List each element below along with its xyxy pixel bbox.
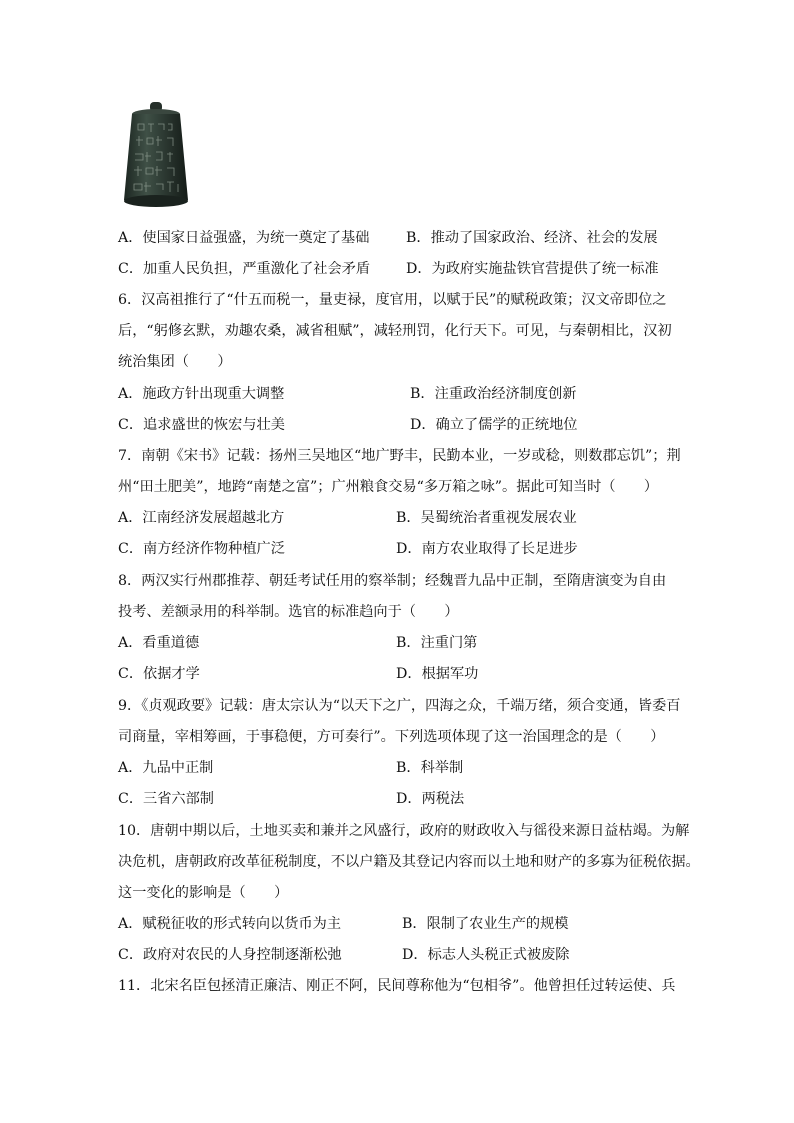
q9-option-c[interactable]: C．三省六部制 xyxy=(118,791,214,807)
q9-option-row-2 xyxy=(118,789,678,809)
q8-option-c[interactable]: C．依据才学 xyxy=(118,666,200,682)
q6-stem-line-3: 统治集团（ ） xyxy=(118,354,232,370)
q9-stem-line-1: 9．《贞观政要》记载：唐太宗认为“以天下之广，四海之众，千端万绪，须合变通，皆委百 xyxy=(118,698,681,714)
q8-stem-line-1: 8．两汉实行州郡推荐、朝廷考试任用的察举制；经魏晋九品中正制，至隋唐演变为自由 xyxy=(118,573,667,589)
q10-stem-line-3: 这一变化的影响是（ ） xyxy=(118,885,289,901)
q7-option-b[interactable]: B．吴蜀统治者重视发展农业 xyxy=(396,510,577,526)
q9-option-row-1 xyxy=(118,758,678,778)
q8-option-row-2 xyxy=(118,664,678,684)
q9-option-a[interactable]: A．九品中正制 xyxy=(118,760,214,776)
q10-option-c[interactable]: C．政府对农民的人身控制逐渐松弛 xyxy=(118,947,342,963)
q7-stem-line-2: 州“田土肥美”，地跨“南楚之富”；广州粮食交易“多万箱之咏”。据此可知当时（ ） xyxy=(118,479,659,495)
q7-option-row-1 xyxy=(118,508,678,528)
q5-option-b[interactable]: B．推动了国家政治、经济、社会的发展 xyxy=(406,230,658,246)
q10-option-a[interactable]: A．赋税征收的形式转向以货币为主 xyxy=(118,916,342,932)
q6-option-row-1 xyxy=(118,384,678,404)
q7-option-c[interactable]: C．南方经济作物种植广泛 xyxy=(118,541,285,557)
q10-option-d[interactable]: D．标志人头税正式被废除 xyxy=(402,947,570,963)
q5-option-d[interactable]: D．为政府实施盐铁官营提供了统一标准 xyxy=(406,261,659,277)
q5-option-row-2 xyxy=(118,259,678,279)
q9-option-d[interactable]: D．两税法 xyxy=(396,791,465,807)
bronze-weight-image xyxy=(118,100,194,212)
q5-option-a[interactable]: A．使国家日益强盛，为统一奠定了基础 xyxy=(118,230,370,246)
q6-option-row-2 xyxy=(118,415,678,435)
q7-option-d[interactable]: D．南方农业取得了长足进步 xyxy=(396,541,578,557)
q8-option-a[interactable]: A．看重道德 xyxy=(118,635,200,651)
q10-option-b[interactable]: B．限制了农业生产的规模 xyxy=(402,916,569,932)
q6-stem-line-2: 后，“躬修玄默，劝趣农桑，减省租赋”，减轻刑罚，化行天下。可见，与秦朝相比，汉初 xyxy=(118,323,672,339)
q6-option-c[interactable]: C．追求盛世的恢宏与壮美 xyxy=(118,417,285,433)
q10-stem-line-1: 10．唐朝中期以后，土地买卖和兼并之风盛行，政府的财政收入与徭役来源日益枯竭。为解 xyxy=(118,823,690,839)
q7-option-row-2 xyxy=(118,539,678,559)
q10-option-row-2 xyxy=(118,945,678,965)
q11-stem-line-1: 11．北宋名臣包拯清正廉洁、刚正不阿，民间尊称他为“包相爷”。他曾担任过转运使、兵 xyxy=(118,978,676,994)
q5-option-row-1 xyxy=(118,228,678,248)
q6-option-b[interactable]: B．注重政治经济制度创新 xyxy=(410,386,577,402)
q8-option-d[interactable]: D．根据军功 xyxy=(396,666,479,682)
q8-option-row-1 xyxy=(118,633,678,653)
q9-stem-line-2: 司商量，宰相筹画，于事稳便，方可奏行”。下列选项体现了这一治国理念的是（ ） xyxy=(118,729,665,745)
q9-option-b[interactable]: B．科举制 xyxy=(396,760,464,776)
q10-option-row-1 xyxy=(118,914,678,934)
q7-option-a[interactable]: A．江南经济发展超越北方 xyxy=(118,510,285,526)
q6-option-d[interactable]: D．确立了儒学的正统地位 xyxy=(410,417,578,433)
q10-stem-line-2: 决危机，唐朝政府改革征税制度，不以户籍及其登记内容而以土地和财产的多寡为征税依据。 xyxy=(118,854,700,870)
q6-option-a[interactable]: A．施政方针出现重大调整 xyxy=(118,386,285,402)
q8-option-b[interactable]: B．注重门第 xyxy=(396,635,478,651)
q6-stem-line-1: 6．汉高祖推行了“什五而税一，量吏禄，度官用，以赋于民”的赋税政策；汉文帝即位之 xyxy=(118,292,667,308)
q5-option-c[interactable]: C．加重人民负担，严重激化了社会矛盾 xyxy=(118,261,371,277)
q7-stem-line-1: 7．南朝《宋书》记载：扬州三吴地区“地广野丰，民勤本业，一岁或稔，则数郡忘饥”；荆 xyxy=(118,448,681,464)
q8-stem-line-2: 投考、差额录用的科举制。选官的标准趋向于（ ） xyxy=(118,604,459,620)
